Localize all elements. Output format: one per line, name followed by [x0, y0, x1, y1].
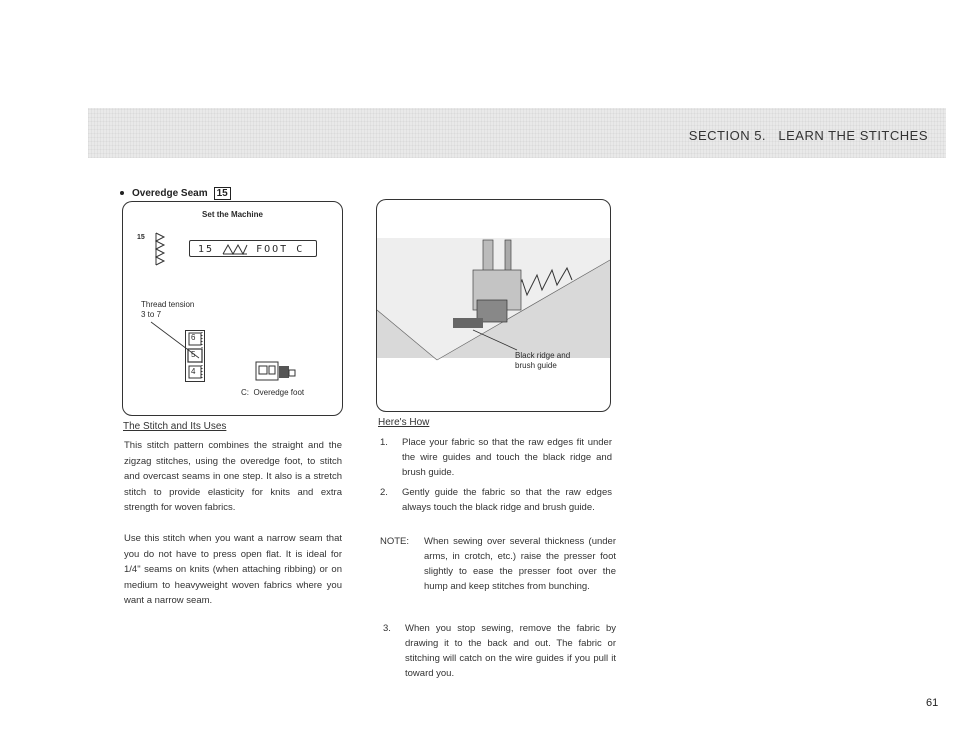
overedge-stitch-icon	[154, 231, 166, 267]
step-1: 1. Place your fabric so that the raw edges fit under the wire guides and touch the black ridge and brush guide.	[380, 437, 612, 478]
overedge-foot-photo	[376, 199, 611, 412]
step-3: 3. When you stop sewing, remove the fabric by drawing it to the back and out. The fabric or stitching will catch on the wire guides if you pull it toward you.	[383, 623, 616, 679]
dial-number-bottom: 4	[191, 367, 196, 376]
subsection-title-text: Overedge Seam	[132, 188, 208, 199]
subsection-title	[120, 187, 231, 200]
stitch-uses-paragraph-1: This stitch pattern combines the straight and the zigzag stitches, using the overedge foot, to stitch and overcast seams in one step. It also is a stretch stitch to provide elasticity for knits and extra strength for woven fabrics.	[124, 440, 342, 513]
dial-number-top: 6	[191, 333, 196, 342]
presser-foot-illustration	[377, 200, 610, 411]
display-stitch-icon	[222, 243, 248, 255]
overedge-foot-icon	[255, 360, 297, 382]
photo-callout-label: Black ridge and brush guide	[515, 351, 571, 370]
set-machine-title: Set the Machine	[202, 210, 263, 219]
page-number: 61	[926, 697, 939, 709]
lcd-display	[189, 240, 317, 257]
stitch-uses-paragraph-2: Use this stitch when you want a narrow seam that you do not have to press open flat. It is ideal for 1/4" seams on knits (when attaching ribbing) or on medium to heavyweight woven fabrics where you want a narrow seam.	[124, 533, 342, 606]
dial-number-mid: 5	[191, 350, 196, 359]
bullet-icon	[120, 191, 124, 195]
foot-label: C: Overedge foot	[241, 388, 305, 397]
section-title: SECTION 5. LEARN THE STITCHES	[688, 128, 928, 143]
heres-how-heading: Here's How	[378, 417, 430, 428]
display-prefix: 15	[198, 244, 215, 255]
stitch-uses-heading: The Stitch and Its Uses	[123, 421, 227, 432]
stitch-number: 15	[137, 234, 145, 241]
section-header-band	[88, 108, 946, 158]
thread-tension-label: Thread tension 3 to 7	[141, 300, 195, 319]
note: NOTE: When sewing over several thickness (under arms, in crotch, etc.) raise the presser foot slightly to ease the presser foot over the hump and keep stitches from bunching.	[380, 536, 616, 592]
stitch-badge: 15	[214, 187, 231, 200]
tension-dial	[185, 330, 205, 387]
display-suffix: FOOT C	[256, 244, 305, 255]
step-2: 2. Gently guide the fabric so that the raw edges always touch the black ridge and brush guide.	[380, 487, 612, 513]
set-machine-panel	[122, 201, 343, 416]
